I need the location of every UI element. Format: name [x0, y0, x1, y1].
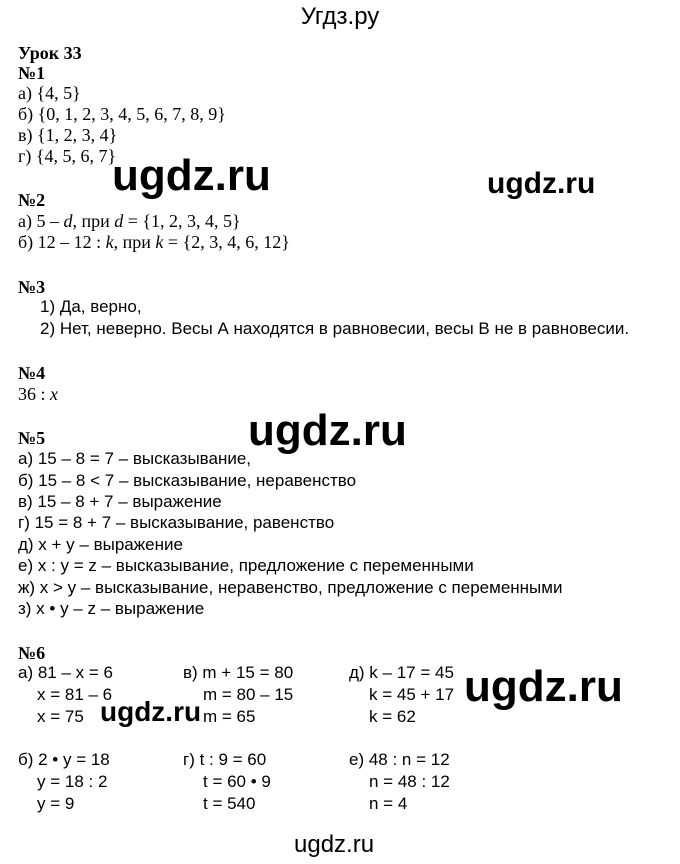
task6-block-e	[349, 749, 450, 815]
watermark: ugdz.ru	[100, 696, 202, 727]
task4-expression: 36 : x	[18, 384, 59, 404]
task5-line-h: з) x • y – z – выражение	[18, 599, 205, 618]
watermark: ugdz.ru	[248, 406, 407, 455]
task2-line-a: а) 5 – d, при d = {1, 2, 3, 4, 5}	[18, 211, 241, 231]
site-footer: ugdz.ru	[294, 831, 375, 858]
task5-line-c: в) 15 – 8 + 7 – выражение	[18, 492, 222, 511]
task5-line-e: д) x + y – выражение	[18, 535, 183, 554]
task6-block-a	[18, 662, 113, 728]
task1-line-d: г) {4, 5, 6, 7}	[18, 146, 117, 166]
solution-answer: k = 62	[369, 707, 416, 726]
equation: в) m + 15 = 80	[183, 663, 294, 682]
task1-line-b: б) {0, 1, 2, 3, 4, 5, 6, 7, 8, 9}	[18, 104, 226, 124]
equation: д) k – 17 = 45	[349, 663, 454, 682]
task1-line-c: в) {1, 2, 3, 4}	[18, 125, 118, 145]
task5-line-g: ж) x > y – высказывание, неравенство, предложение с переменными	[18, 578, 563, 597]
solution-step: n = 48 : 12	[369, 772, 450, 791]
solution-answer: x = 75	[37, 707, 84, 726]
solution-step: k = 45 + 17	[369, 685, 455, 704]
task5-title: №5	[18, 428, 46, 448]
solution-step: m = 80 – 15	[203, 685, 294, 704]
task5-line-a: а) 15 – 8 = 7 – высказывание,	[18, 449, 252, 468]
solution-answer: m = 65	[203, 707, 256, 726]
task3-title: №3	[18, 277, 46, 297]
equation: е) 48 : n = 12	[349, 750, 450, 769]
solution-answer: n = 4	[369, 794, 408, 813]
solution-answer: y = 9	[37, 794, 75, 813]
task2-title: №2	[18, 190, 46, 210]
task5-line-d: г) 15 = 8 + 7 – высказывание, равенство	[18, 513, 335, 532]
task6-title: №6	[18, 643, 46, 663]
watermark: ugdz.ru	[487, 167, 596, 200]
task6-block-g	[183, 749, 271, 815]
task5-line-f: е) x : y = z – высказывание, предложение с переменными	[18, 556, 474, 575]
task5-line-b: б) 15 – 8 < 7 – высказывание, неравенство	[18, 471, 357, 490]
task6-block-d	[349, 662, 454, 728]
task3-line-2: 2) Нет, неверно. Весы А находятся в равновесии, весы В не в равновесии.	[40, 319, 630, 338]
task1-line-a: а) {4, 5}	[18, 83, 81, 103]
solution-answer: t = 540	[203, 794, 256, 813]
site-header: Угдз.ру	[300, 3, 380, 30]
task4-title: №4	[18, 363, 46, 383]
task6-block-b	[18, 749, 110, 815]
watermark: ugdz.ru	[112, 151, 271, 200]
equation: б) 2 • y = 18	[18, 750, 110, 769]
equation: г) t : 9 = 60	[183, 750, 267, 769]
watermark: ugdz.ru	[464, 662, 623, 711]
equation: а) 81 – x = 6	[18, 663, 113, 682]
task2-line-b: б) 12 – 12 : k, при k = {2, 3, 4, 6, 12}	[18, 232, 290, 252]
solution-step: t = 60 • 9	[203, 772, 271, 791]
lesson-title: Урок 33	[18, 43, 82, 63]
task3-line-1: 1) Да, верно,	[40, 297, 142, 316]
task1-title: №1	[18, 63, 46, 83]
solution-step: y = 18 : 2	[37, 772, 108, 791]
solution-step: x = 81 – 6	[37, 685, 113, 704]
